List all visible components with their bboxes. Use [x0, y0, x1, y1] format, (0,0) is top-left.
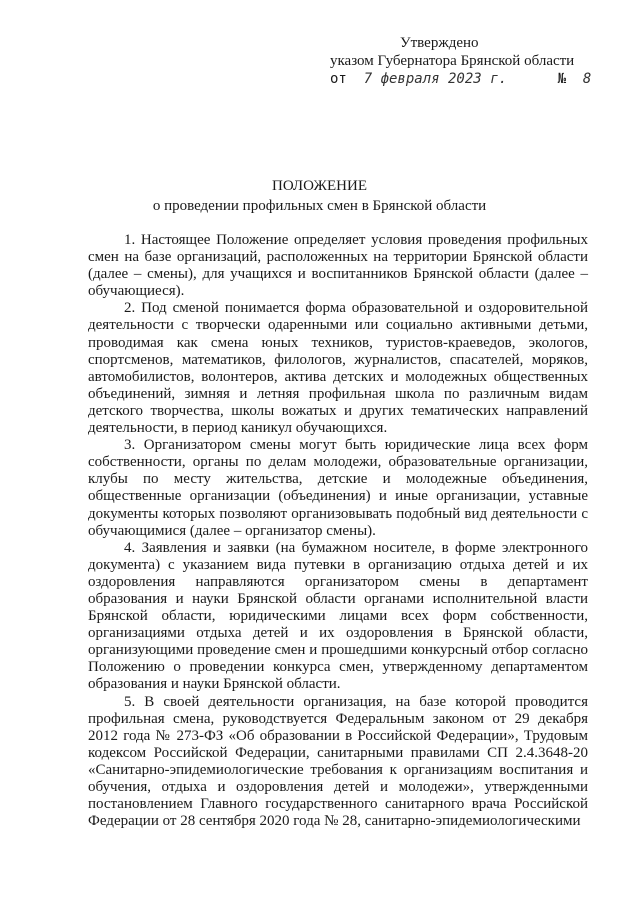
document-title: ПОЛОЖЕНИЕ: [272, 178, 367, 194]
paragraph-1: 1. Настоящее Положение определяет условия проведения профильных смен на базе организаций, расположенных на территории Брянской области (далее – смены), для учащихся и воспитанников Брянской области (далее – обучающиеся).: [88, 232, 588, 300]
paragraph-2: 2. Под сменой понимается форма образовательной и оздоровительной деятельности с творчески одаренными или социально активными детьми, проводимая как смена юных техников, туристов-краеведов, экологов, спортсменов, математиков, филологов, журналистов, спасателей, моряков, автомобилистов, волонтеров, актива детских и молодежных общественных объединений, зимняя и летняя профильная школа по различным видам детского творчества, школы вожатых и других тематических направлений деятельности, в период каникул обучающихся.: [88, 300, 588, 437]
document-body: [88, 232, 588, 830]
number-value: 8: [582, 71, 592, 87]
document-subtitle: о проведении профильных смен в Брянской области: [152, 198, 487, 214]
date-prefix: от: [330, 71, 347, 87]
paragraph-4: 4. Заявления и заявки (на бумажном носителе, в форме электронного документа) с указанием вида путевки в организацию отдыха детей и их оздоровления направляются организатором смены в департамент образования и науки Брянской области органами исполнительной власти Брянской области, юридическими лицами всех форм собственности, организациями отдыха детей и их оздоровления в Брянской области, организующими проведение смен и прошедшими конкурсный отбор согласно Положению о проведении конкурса смен, утвержденному департаментом образования и науки Брянской области.: [88, 539, 588, 693]
paragraph-5: 5. В своей деятельности организация, на базе которой проводится профильная смена, руководствуется Федеральным законом от 29 декабря 2012 года № 273-ФЗ «Об образовании в Российской Федерации», Трудовым кодексом Российской Федерации, санитарными правилами СП 2.4.3648-20 «Санитарно-эпидемиологические требования к организациям воспитания и обучения, отдыха и оздоровления детей и молодежи», утвержденными постановлением Главного государственного санитарного врача Российской Федерации от 28 сентября 2020 года № 28, санитарно-эпидемиологическими: [88, 693, 588, 830]
approval-block: [330, 34, 630, 88]
approval-date-line: [330, 70, 630, 88]
approval-heading: Утверждено: [400, 35, 479, 51]
paragraph-3: 3. Организатором смены могут быть юридические лица всех форм собственности, органы по делам молодежи, образовательные организации, клубы по месту жительства, детские и молодежные объединения, общественные организации (объединения) и иные организации, уставные документы которых позволяют организовывать подобный вид деятельности с обучающимися (далее – организатор смены).: [88, 437, 588, 539]
number-prefix: №: [557, 71, 567, 87]
date-value: 7 февраля 2023 г.: [363, 71, 508, 87]
approval-authority: указом Губернатора Брянской области: [330, 53, 575, 69]
